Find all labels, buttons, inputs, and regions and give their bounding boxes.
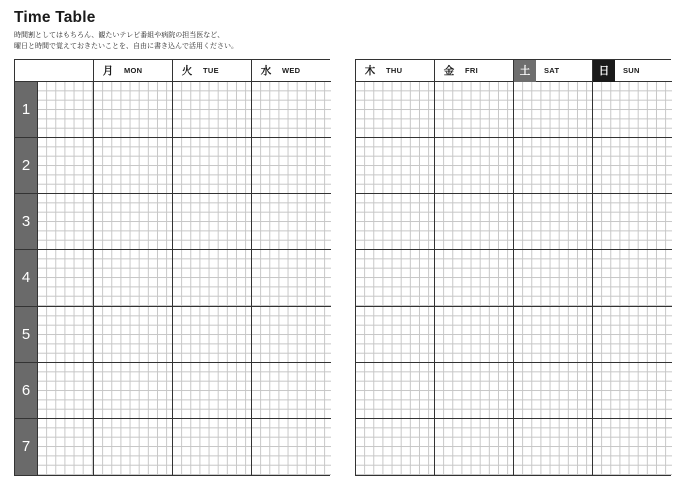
slot-wed[interactable] <box>252 194 331 250</box>
slot-sat[interactable] <box>514 419 593 475</box>
slot-thu[interactable] <box>356 250 435 306</box>
slot-mon[interactable] <box>94 363 173 419</box>
period-number: 1 <box>15 82 38 138</box>
slot-fri[interactable] <box>435 419 514 475</box>
slot-sat[interactable] <box>514 82 593 138</box>
day-kanji: 日 <box>593 60 615 82</box>
day-header-wed <box>252 60 331 82</box>
timetable-left <box>14 59 330 476</box>
slot-fri[interactable] <box>435 363 514 419</box>
slot-mon[interactable] <box>94 194 173 250</box>
slot-sat[interactable] <box>514 194 593 250</box>
day-english: SUN <box>623 66 640 75</box>
slot-tue[interactable] <box>173 307 252 363</box>
slot-sat[interactable] <box>514 138 593 194</box>
slot-thu[interactable] <box>356 419 435 475</box>
slot-tue[interactable] <box>173 250 252 306</box>
slot-tue[interactable] <box>173 363 252 419</box>
day-english: TUE <box>203 66 219 75</box>
slot-fri[interactable] <box>435 82 514 138</box>
day-kanji: 水 <box>260 65 272 77</box>
slot-fri[interactable] <box>435 194 514 250</box>
slot-thu[interactable] <box>356 138 435 194</box>
day-english: WED <box>282 66 301 75</box>
period-note-cell[interactable] <box>38 194 94 250</box>
slot-wed[interactable] <box>252 250 331 306</box>
period-number: 4 <box>15 250 38 306</box>
description-line: 曜日と時間で覚えておきたいことを、自由に書き込んで活用ください。 <box>14 42 238 50</box>
page-title: Time Table <box>14 9 96 26</box>
day-header-fri <box>435 60 514 82</box>
day-english: MON <box>124 66 143 75</box>
slot-thu[interactable] <box>356 82 435 138</box>
slot-wed[interactable] <box>252 307 331 363</box>
day-header-mon <box>94 60 173 82</box>
slot-mon[interactable] <box>94 82 173 138</box>
slot-mon[interactable] <box>94 419 173 475</box>
slot-thu[interactable] <box>356 363 435 419</box>
slot-sun[interactable] <box>593 363 672 419</box>
slot-tue[interactable] <box>173 419 252 475</box>
day-kanji: 月 <box>102 65 114 77</box>
period-note-cell[interactable] <box>38 250 94 306</box>
slot-thu[interactable] <box>356 307 435 363</box>
slot-thu[interactable] <box>356 194 435 250</box>
slot-sun[interactable] <box>593 82 672 138</box>
slot-tue[interactable] <box>173 194 252 250</box>
slot-sun[interactable] <box>593 419 672 475</box>
period-number: 6 <box>15 363 38 419</box>
period-note-cell[interactable] <box>38 419 94 475</box>
period-number: 2 <box>15 138 38 194</box>
slot-tue[interactable] <box>173 138 252 194</box>
slot-sun[interactable] <box>593 138 672 194</box>
day-english: THU <box>386 66 403 75</box>
slot-wed[interactable] <box>252 363 331 419</box>
slot-mon[interactable] <box>94 250 173 306</box>
day-kanji: 土 <box>514 60 536 82</box>
slot-tue[interactable] <box>173 82 252 138</box>
period-note-cell[interactable] <box>38 363 94 419</box>
period-number: 5 <box>15 307 38 363</box>
slot-wed[interactable] <box>252 419 331 475</box>
day-header-tue <box>173 60 252 82</box>
day-english: FRI <box>465 66 478 75</box>
period-note-cell[interactable] <box>38 307 94 363</box>
period-note-cell[interactable] <box>38 82 94 138</box>
slot-fri[interactable] <box>435 138 514 194</box>
day-header-sun <box>593 60 672 82</box>
period-number: 7 <box>15 419 38 475</box>
slot-sun[interactable] <box>593 194 672 250</box>
day-kanji: 火 <box>181 65 193 77</box>
day-english: SAT <box>544 66 560 75</box>
description-line: 時間割としてはもちろん、観たいテレビ番組や病院の担当医など、 <box>14 31 225 39</box>
slot-wed[interactable] <box>252 138 331 194</box>
slot-sat[interactable] <box>514 250 593 306</box>
corner-cell <box>15 60 94 82</box>
day-kanji: 金 <box>443 65 455 77</box>
period-number: 3 <box>15 194 38 250</box>
timetable-right <box>355 59 671 476</box>
slot-fri[interactable] <box>435 250 514 306</box>
period-note-cell[interactable] <box>38 138 94 194</box>
day-header-thu <box>356 60 435 82</box>
day-kanji: 木 <box>364 65 376 77</box>
slot-sun[interactable] <box>593 250 672 306</box>
slot-sun[interactable] <box>593 307 672 363</box>
slot-mon[interactable] <box>94 138 173 194</box>
slot-mon[interactable] <box>94 307 173 363</box>
slot-wed[interactable] <box>252 82 331 138</box>
slot-sat[interactable] <box>514 307 593 363</box>
description <box>14 30 238 52</box>
slot-fri[interactable] <box>435 307 514 363</box>
slot-sat[interactable] <box>514 363 593 419</box>
day-header-sat <box>514 60 593 82</box>
